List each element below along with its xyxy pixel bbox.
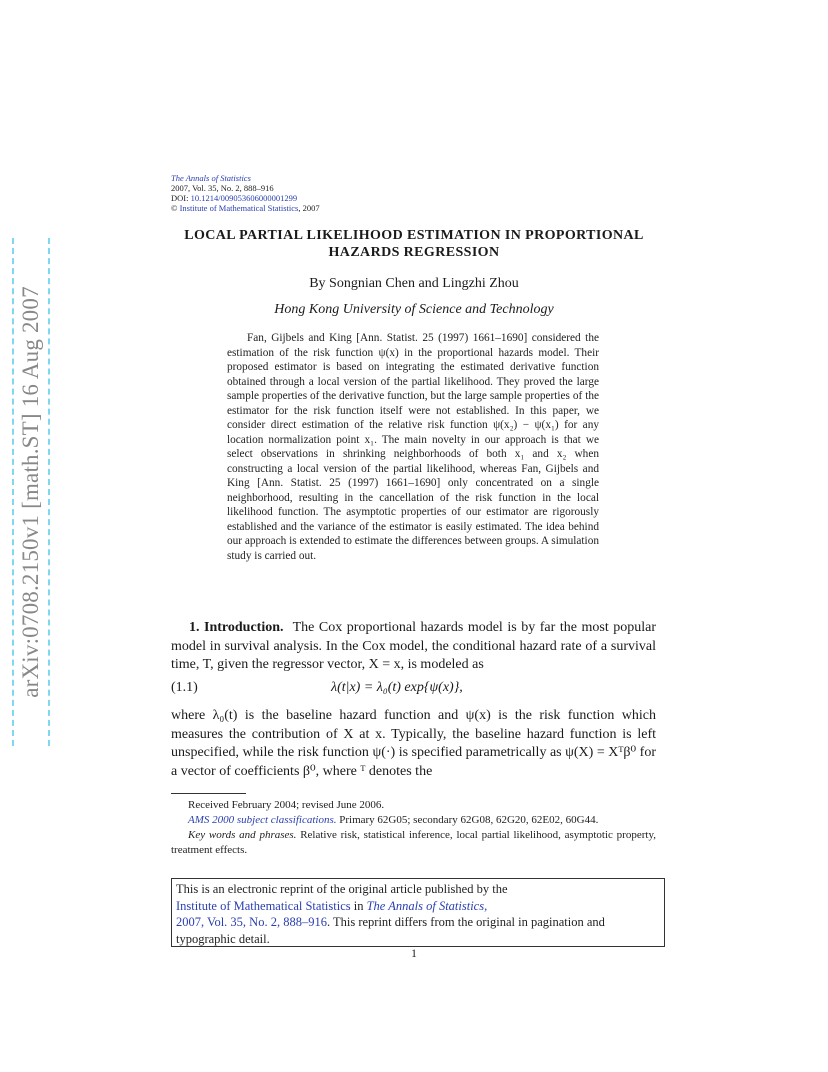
citation-link[interactable]: 2007, Vol. 35, No. 2, 888–916 xyxy=(176,915,327,929)
arxiv-stamp[interactable]: arXiv:0708.2150v1 [math.ST] 16 Aug 2007 xyxy=(18,286,43,698)
ims-link[interactable]: Institute of Mathematical Statistics xyxy=(179,203,299,213)
body-paragraph: where λ₀(t) is the baseline hazard function and ψ(x) is the risk function which measures the contribution of X at x. Typically, the baseline hazard function is left unspecified, while the risk function ψ(·) is specified parametrically as ψ(X) = Xᵀβ⁰ for a vector of coefficients β⁰, where ᵀ denotes the xyxy=(171,708,656,779)
copyright-icon: © xyxy=(171,203,178,213)
ims-reprint-link[interactable]: Institute of Mathematical Statistics xyxy=(176,898,351,913)
equation-1-1 xyxy=(171,680,656,700)
doi-line: DOI: 10.1214/009053606000001299 xyxy=(171,193,298,203)
reprint-notice: This is an electronic reprint of the original article published by the Institute of Mathematical Statistics in The Annals of Statistics, 2007, Vol. 35, No. 2, 888–916. This reprint differs from the original in pagination and typographic detail. xyxy=(171,878,665,947)
footnotes xyxy=(171,798,656,858)
page-number: 1 xyxy=(411,948,417,960)
equation-body: λ(t|x) = λ₀(t) exp{ψ(x)}, xyxy=(331,680,463,695)
journal-reprint-link[interactable]: The Annals of Statistics xyxy=(366,898,485,913)
volume-line: 2007, Vol. 35, No. 2, 888–916 xyxy=(171,183,274,193)
authors: By Songnian Chen and Lingzhi Zhou xyxy=(309,276,519,291)
intro-paragraph: The Cox proportional hazards model is by far the most popular model in survival analysis. In the Cox model, the conditional hazard rate of a survival time, T, given the regressor vector, X = x, is modeled as xyxy=(171,620,657,672)
introduction xyxy=(171,619,656,675)
keywords: Key words and phrases. Relative risk, statistical inference, local partial likelihood, asymptotic property, treatment effects. xyxy=(171,829,656,856)
received-note: Received February 2004; revised June 2006. xyxy=(188,799,385,811)
footnote-rule xyxy=(171,793,246,794)
journal-header xyxy=(171,173,320,213)
ams-classification: AMS 2000 subject classifications. Primary 62G05; secondary 62G08, 62G20, 62E02, 60G44. xyxy=(188,814,599,826)
ams-link[interactable]: AMS 2000 subject classifications. xyxy=(188,814,337,826)
copyright-line: © Institute of Mathematical Statistics, 2007 xyxy=(171,203,320,213)
abstract-text: Fan, Gijbels and King [Ann. Statist. 25 (1997) 1661–1690] considered the estimation of the risk function ψ(x) in the proportional hazards model. Their proposed estimator is based on integrating the estimated derivative function obtained through a local version of the partial likelihood. They proved the large sample properties of the derivative function, but the large sample properties of the estimator for the risk function itself were not established. In this paper, we consider direct estimation of the relative risk function ψ(x₂) − ψ(x₁) for any location normalization point x₁. The main novelty in our approach is that we select observations in shrinking neighborhoods of both x₁ and x₂ when constructing a local version of the partial likelihood, whereas Fan, Gijbels and King [Ann. Statist. 25 (1997) 1661–1690] only concentrated on a single neighborhood, resulting in the cancellation of the risk function in the local likelihood function. The asymptotic properties of our estimator are rigorously established and the variance of the estimator is easily estimated. The idea behind our approach is extended to estimate the differences between groups. A simulation study is carried out. xyxy=(227,332,599,562)
journal-name[interactable]: The Annals of Statistics xyxy=(171,173,251,183)
section-heading: 1. Introduction. xyxy=(189,620,284,635)
doi-link[interactable]: 10.1214/009053606000001299 xyxy=(190,193,298,203)
affiliation: Hong Kong University of Science and Technology xyxy=(274,302,554,317)
equation-number: (1.1) xyxy=(171,680,198,695)
paper-title: LOCAL PARTIAL LIKELIHOOD ESTIMATION IN PROPORTIONAL HAZARDS REGRESSION xyxy=(184,228,644,260)
abstract xyxy=(227,331,599,563)
